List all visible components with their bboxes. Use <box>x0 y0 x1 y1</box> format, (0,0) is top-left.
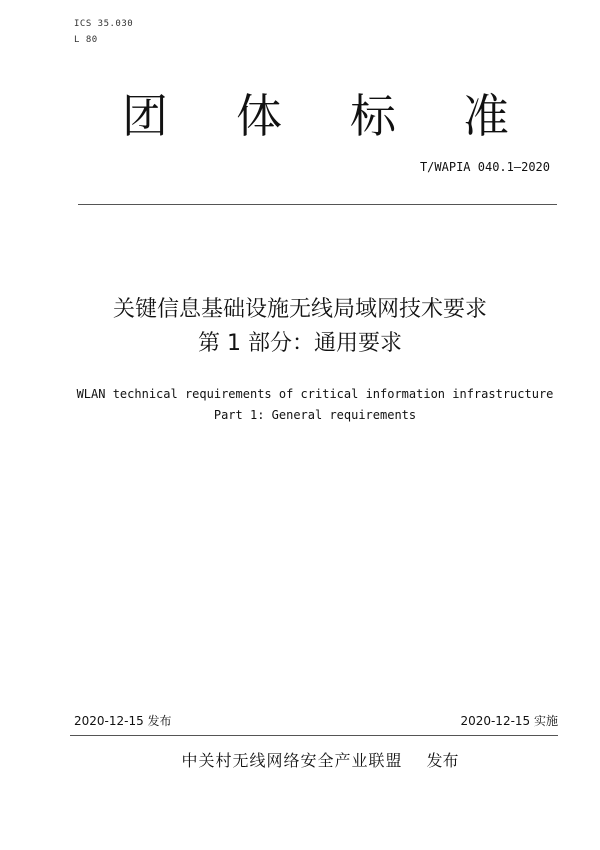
standard-type-char: 体 <box>236 89 282 143</box>
implement-date: 2020-12-15 实施 <box>460 714 558 728</box>
publish-date: 2020-12-15 发布 <box>74 714 172 728</box>
english-title-line2: Part 1: General requirements <box>213 408 417 422</box>
chinese-title-line2: 第 1 部分：通用要求 <box>198 331 402 356</box>
publisher-name: 中关村无线网络安全产业联盟 <box>181 751 403 770</box>
publisher-action: 发布 <box>426 751 459 770</box>
chinese-title-line1: 关键信息基础设施无线局域网技术要求 <box>112 297 487 322</box>
standard-type-title <box>0 86 600 146</box>
standard-number: T/WAPIA 040.1—2020 <box>419 160 550 174</box>
standard-type-char: 团 <box>122 89 168 143</box>
ccs-code: L 80 <box>74 35 98 45</box>
standard-type-char: 标 <box>350 89 396 143</box>
footer-divider <box>70 735 558 736</box>
standard-type-char: 准 <box>463 89 509 143</box>
header-divider <box>78 204 557 205</box>
ics-code: ICS 35.030 <box>74 19 134 29</box>
publisher-line <box>0 748 600 771</box>
english-title-line1: WLAN technical requirements of critical information infrastructure <box>76 387 554 401</box>
